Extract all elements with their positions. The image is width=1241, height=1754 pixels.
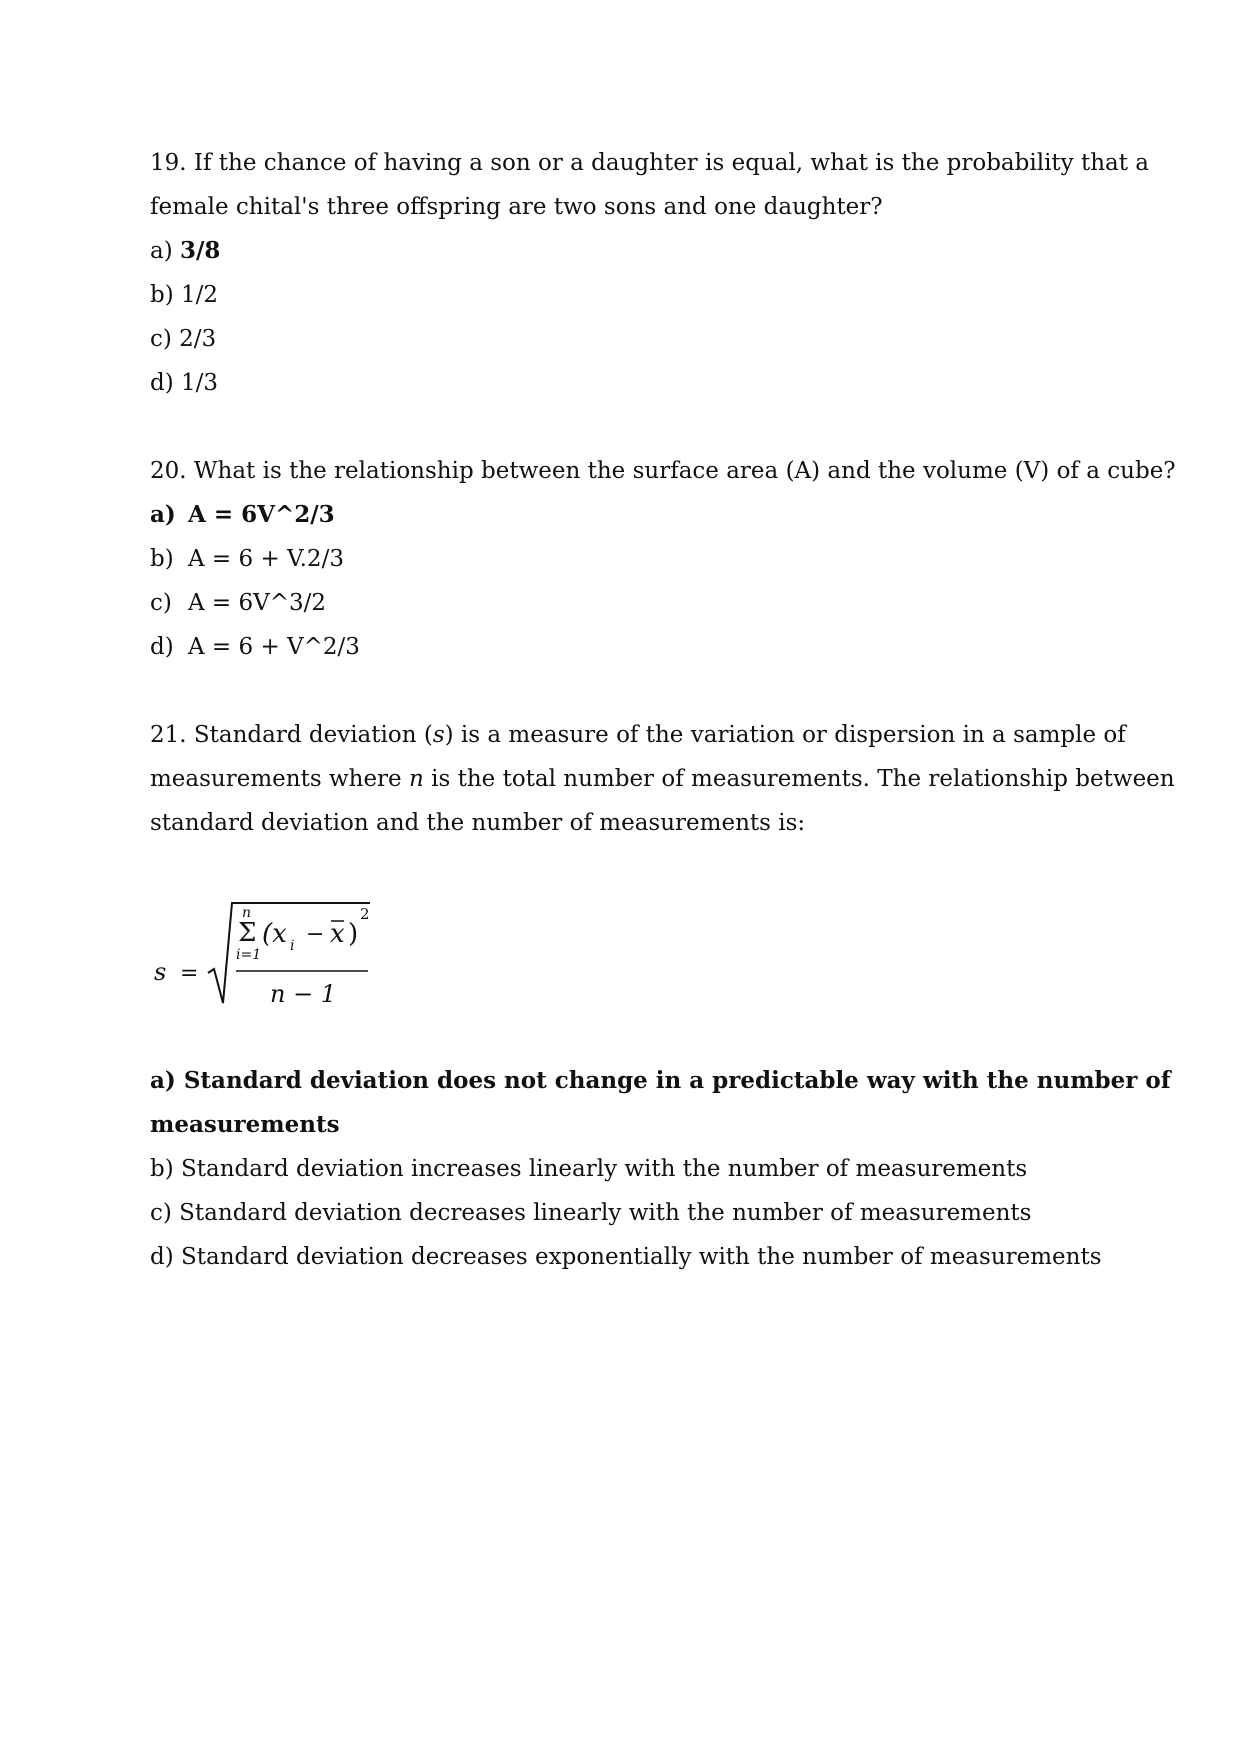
- option-text: 1/3: [181, 370, 219, 396]
- q20-text-line-1: 20. What is the relationship between the surface area (A) and the volume (V) of a cube?: [150, 458, 1176, 484]
- q21-symbol-n: n: [408, 766, 424, 792]
- option-letter: d): [150, 1244, 174, 1270]
- q21-symbol-s: s: [432, 722, 445, 748]
- q21-text-part: 21. Standard deviation (: [150, 722, 433, 748]
- formula-lhs-s: s: [154, 958, 167, 986]
- q21-text-part: is the total number of measurements. The relationship between: [423, 766, 1175, 792]
- option-text: Standard deviation increases linearly with the number of measurements: [181, 1156, 1028, 1182]
- q19-text-line-2: female chital's three offspring are two sons and one daughter?: [150, 194, 883, 220]
- formula-term-xi: (x: [262, 919, 287, 949]
- q19-text-line-1: 19. If the chance of having a son or a daughter is equal, what is the probability that a: [150, 150, 1150, 176]
- q21-text-part: ) is a measure of the variation or dispersion in a sample of: [444, 722, 1126, 748]
- option-text: Standard deviation decreases linearly with the number of measurements: [179, 1200, 1032, 1226]
- q21-option-a: [150, 1066, 1171, 1096]
- option-letter: c): [150, 326, 172, 352]
- q20-option-a: [150, 500, 335, 530]
- q21-option-b: [150, 1154, 1027, 1184]
- option-text: Standard deviation does not change in a predictable way with the number of: [183, 1067, 1171, 1094]
- option-text: A = 6V^3/2: [188, 590, 327, 616]
- q21-text-line-3: standard deviation and the number of measurements is:: [150, 810, 806, 836]
- q21-option-a-continued: [150, 1110, 340, 1140]
- option-text: Standard deviation decreases exponentially with the number of measurements: [181, 1244, 1102, 1270]
- sum-lower-limit: i=1: [236, 947, 262, 963]
- option-text: A = 6 + V.2/3: [188, 546, 344, 572]
- q21-text-line-1: [150, 720, 1126, 750]
- option-text: A = 6V^2/3: [188, 501, 335, 528]
- option-letter: d): [150, 634, 174, 660]
- q20-option-c: [150, 588, 326, 618]
- option-letter: b): [150, 282, 174, 308]
- summation-icon: Σ: [238, 918, 257, 948]
- formula-subscript-i: i: [290, 938, 295, 954]
- q20-option-d: [150, 632, 360, 662]
- option-letter: a): [150, 1067, 176, 1094]
- q21-text-part: measurements where: [150, 766, 409, 792]
- option-text: 1/2: [181, 282, 219, 308]
- formula-xbar: x: [330, 919, 345, 949]
- option-letter: b): [150, 546, 174, 572]
- formula-equals: =: [180, 961, 199, 986]
- option-letter: c): [150, 1200, 172, 1226]
- option-text: 3/8: [180, 237, 221, 264]
- formula-denominator: n − 1: [270, 980, 337, 1008]
- q19-option-a: [150, 236, 220, 266]
- option-letter: d): [150, 370, 174, 396]
- standard-deviation-formula: [150, 895, 390, 1025]
- formula-exponent: 2: [360, 905, 370, 923]
- option-text: 2/3: [179, 326, 217, 352]
- q21-option-d: [150, 1242, 1102, 1272]
- q19-option-d: [150, 368, 218, 398]
- option-text: measurements: [150, 1111, 340, 1138]
- q19-option-b: [150, 280, 218, 310]
- sum-upper-limit: n: [242, 905, 252, 921]
- q21-text-line-2: [150, 764, 1175, 794]
- option-text: A = 6 + V^2/3: [188, 634, 360, 660]
- q19-option-c: [150, 324, 216, 354]
- option-letter: c): [150, 590, 172, 616]
- option-letter: b): [150, 1156, 174, 1182]
- q21-option-c: [150, 1198, 1031, 1228]
- q20-option-b: [150, 544, 344, 574]
- option-letter: a): [150, 238, 173, 264]
- formula-close-paren: ): [348, 919, 359, 949]
- option-letter: a): [150, 501, 176, 528]
- formula-minus: −: [306, 922, 325, 947]
